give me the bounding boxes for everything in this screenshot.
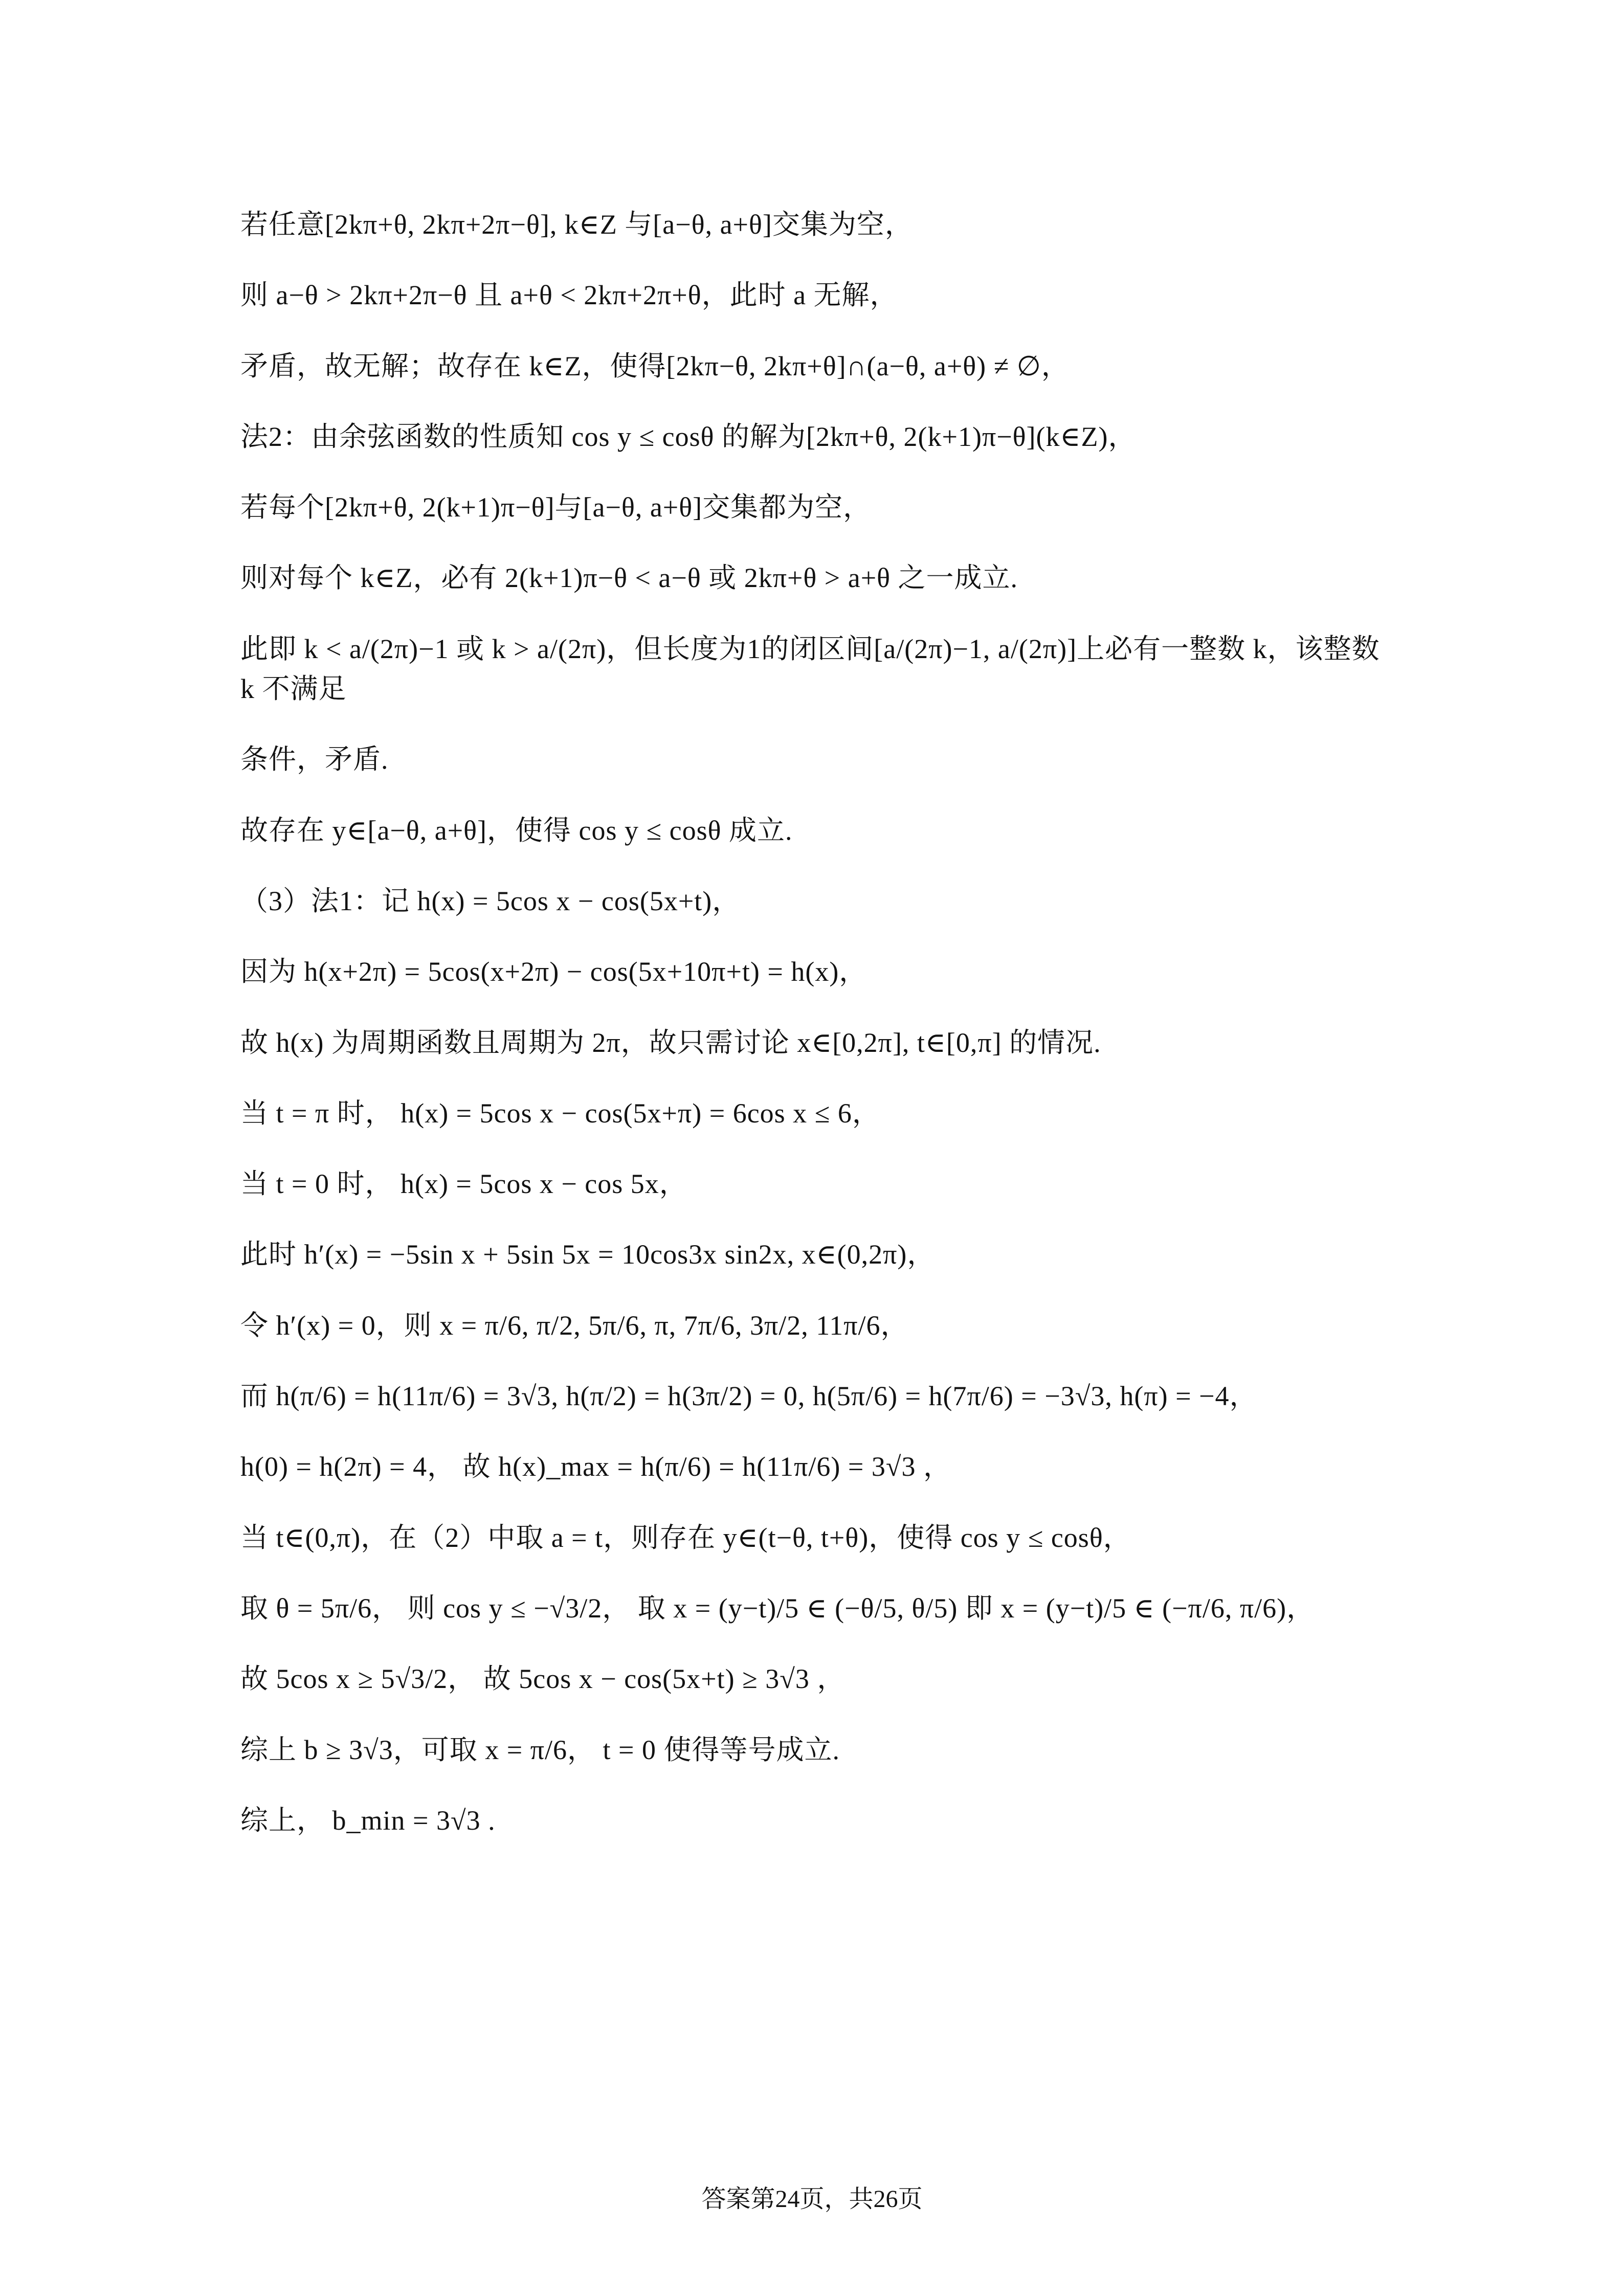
math-line: 条件，矛盾.: [240, 744, 389, 775]
math-line: 当 t = 0 时， h(x) = 5cos x − cos 5x，: [240, 1168, 687, 1200]
math-line: 若任意[2kπ+θ, 2kπ+2π−θ], k∈Z 与[a−θ, a+θ]交集为空，: [240, 209, 913, 240]
page-footer: 答案第24页，共26页: [701, 2186, 923, 2213]
math-line: 当 t = π 时， h(x) = 5cos x − cos(5x+π) = 6cos x ≤ 6，: [240, 1097, 880, 1129]
math-line: 此时 h′(x) = −5sin x + 5sin 5x = 10cos3x sin2x, x∈(0,2π)，: [240, 1239, 936, 1270]
math-line: （3）法1：记 h(x) = 5cos x − cos(5x+t)，: [240, 885, 741, 916]
math-line: 法2：由余弦函数的性质知 cos y ≤ cosθ 的解为[2kπ+θ, 2(k+1)π−θ](k∈Z)，: [240, 421, 1137, 452]
math-line: 故存在 y∈[a−θ, a+θ]，使得 cos y ≤ cosθ 成立.: [240, 815, 793, 846]
math-line: 则 a−θ > 2kπ+2π−θ 且 a+θ < 2kπ+2π+θ，此时 a 无解，: [240, 280, 898, 311]
math-line: 矛盾，故无解；故存在 k∈Z，使得[2kπ−θ, 2kπ+θ]∩(a−θ, a+θ) ≠ ∅，: [240, 350, 1070, 381]
math-line: 取 θ = 5π/6， 则 cos y ≤ −√3/2， 取 x = (y−t)/5 ∈ (−θ/5, θ/5) 即 x = (y−t)/5 ∈ (−π/6, π/6)，: [240, 1592, 1315, 1624]
math-line: 综上 b ≥ 3√3，可取 x = π/6， t = 0 使得等号成立.: [240, 1734, 840, 1765]
math-line: 故 5cos x ≥ 5√3/2， 故 5cos x − cos(5x+t) ≥ 3√3 ，: [240, 1663, 846, 1695]
math-line: 若每个[2kπ+θ, 2(k+1)π−θ]与[a−θ, a+θ]交集都为空，: [240, 492, 872, 523]
math-line: 而 h(π/6) = h(11π/6) = 3√3, h(π/2) = h(3π/2) = 0, h(5π/6) = h(7π/6) = −3√3, h(π) = −4，: [240, 1381, 1258, 1412]
math-line: 此即 k < a/(2π)−1 或 k > a/(2π)，但长度为1的闭区间[a/(2π)−1, a/(2π)]上必有一整数 k，该整数 k 不满足: [240, 633, 1380, 705]
math-line: 综上， b_min = 3√3 .: [240, 1805, 496, 1836]
math-line: 当 t∈(0,π)，在（2）中取 a = t，则存在 y∈(t−θ, t+θ)，使得 cos y ≤ cosθ，: [240, 1522, 1131, 1553]
math-line: 则对每个 k∈Z，必有 2(k+1)π−θ < a−θ 或 2kπ+θ > a+θ 之一成立.: [240, 562, 1018, 594]
math-line: 因为 h(x+2π) = 5cos(x+2π) − cos(5x+10π+t) = h(x)，: [240, 956, 867, 987]
solution-text: [240, 205, 1396, 1871]
math-line: h(0) = h(2π) = 4， 故 h(x)_max = h(π/6) = h(11π/6) = 3√3 ，: [240, 1451, 951, 1482]
math-line: 故 h(x) 为周期函数且周期为 2π，故只需讨论 x∈[0,2π], t∈[0,π] 的情况.: [240, 1027, 1101, 1058]
math-line: 令 h′(x) = 0，则 x = π/6, π/2, 5π/6, π, 7π/6, 3π/2, 11π/6，: [240, 1310, 909, 1341]
